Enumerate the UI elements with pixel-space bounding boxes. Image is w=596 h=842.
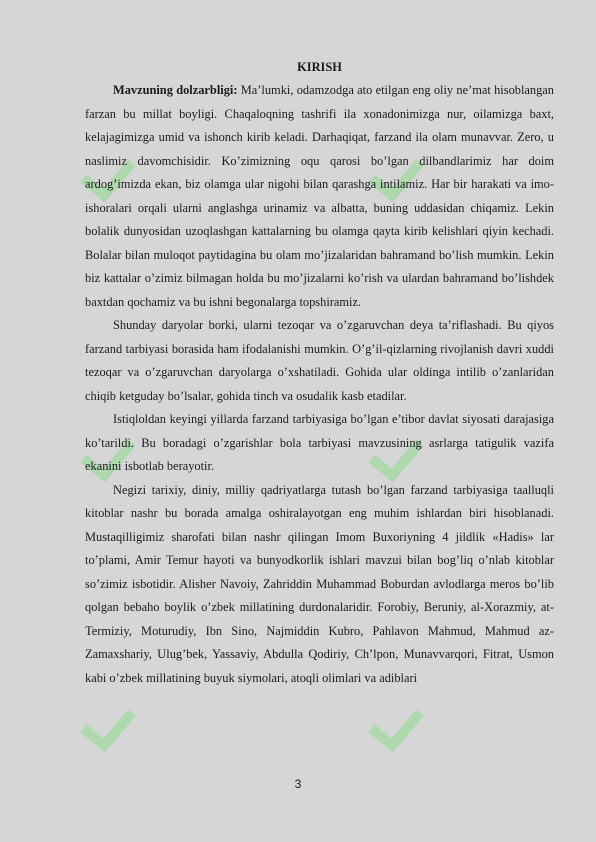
watermark-check-icon bbox=[80, 695, 135, 752]
page-number: 3 bbox=[294, 777, 302, 791]
paragraph bbox=[85, 408, 554, 479]
paragraph bbox=[85, 314, 554, 408]
document-title: KIRISH bbox=[297, 60, 342, 74]
paragraph-lead: Mavzuning dolzarbligi: bbox=[113, 83, 238, 97]
document-page bbox=[85, 56, 554, 690]
paragraph bbox=[85, 79, 554, 314]
watermark-check-icon bbox=[368, 695, 423, 752]
paragraph bbox=[85, 479, 554, 691]
paragraph-text: Shunday daryolar borki, ularni tezoqar va o’zgaruvchan deya ta’riflashadi. Bu qiyos farzand tarbiyasi borasida ham ifodalanishi mumkin. O’g’il-qizlarning rivojlanish davri xuddi tezoqar va o’zgaruvchan daryolarga o’xshatiladi. Gohida ular oldinga intilib o’zanlaridan chiqib ketguday bo’lsalar, gohida tinch va osudalik kasb etadilar. bbox=[85, 318, 554, 403]
paragraph-text: Istiqloldan keyingi yillarda farzand tarbiyasiga bo’lgan e’tibor davlat siyosati darajasiga ko’tarildi. Bu boradagi o’zgarishlar bola tarbiyasi mavzusining asrlarga tatigulik vazifa ekanini isbotlab berayotir. bbox=[85, 412, 554, 473]
paragraph-text: Negizi tarixiy, diniy, milliy qadriyatlarga tutash bo’lgan farzand tarbiyasiga taalluqli kitoblar nashr bu borada amalga oshiralayotgan eng muhim ishlardan biri hisoblanadi. Mustaqilligimiz sharofati bilan nashr qilingan Imom Buxoriyning 4 jildlik «Hadis» lar to’plami, Amir Temur hayoti va bunyodkorlik ishlari mavzui bilan bog’liq o’nlab kitoblar so’zimiz isbotidir. Alisher Navoiy, Zahriddin Muhammad Boburdan avlodlarga meros bo’lib qolgan bebaho boylik o’zbek millatining durdonalaridir. Forobiy, Beruniy, al-Xorazmiy, at-Termiziy, Moturudiy, Ibn Sino, Najmiddin Kubro, Pahlavon Mahmud, Mahmud az-Zamaxshariy, Ulug’bek, Yassaviy, Abdulla Qodiriy, Ch’lpon, Munavvarqori, Fitrat, Usmon kabi o’zbek millatining buyuk siymolari, atoqli olimlari va adiblari bbox=[85, 482, 554, 685]
paragraph-text: Ma’lumki, odamzodga ato etilgan eng oliy ne’mat hisoblangan farzan bu millat boyligi. Chaqaloqning tashrifi ila xonadonimizga nur, oilamizga baxt, kelajagimizga umid va ishonch kirib keladi. Darhaqiqat, farzand ila olam munavvar. Zero, u naslimiz davomchisidir. Ko’zimizning oqu qarosi bo’lgan dilbandlarimiz har doim ardog’imizda ekan, biz olamga ular nigohi bilan qarashga intilamiz. Har bir harakati va imo-ishoralari orqali ularni anglashga urinamiz va albatta, buning uddasidan chiqamiz. Lekin bolalik dunyosidan uzoqlashgan kattalarning bu olamga qayta kirib kelishlari qiyin kechadi. Bolalar bilan muloqot paytidagina bu olam mo’jizalaridan bahramand bo’lish mumkin. Lekin biz kattalar o’zimiz bilmagan holda bu mo’jizalarni ko’rish va ulardan bahramand bo’lishdek baxtdan qochamiz va bu ishni begonalarga topshiramiz. bbox=[85, 83, 554, 309]
